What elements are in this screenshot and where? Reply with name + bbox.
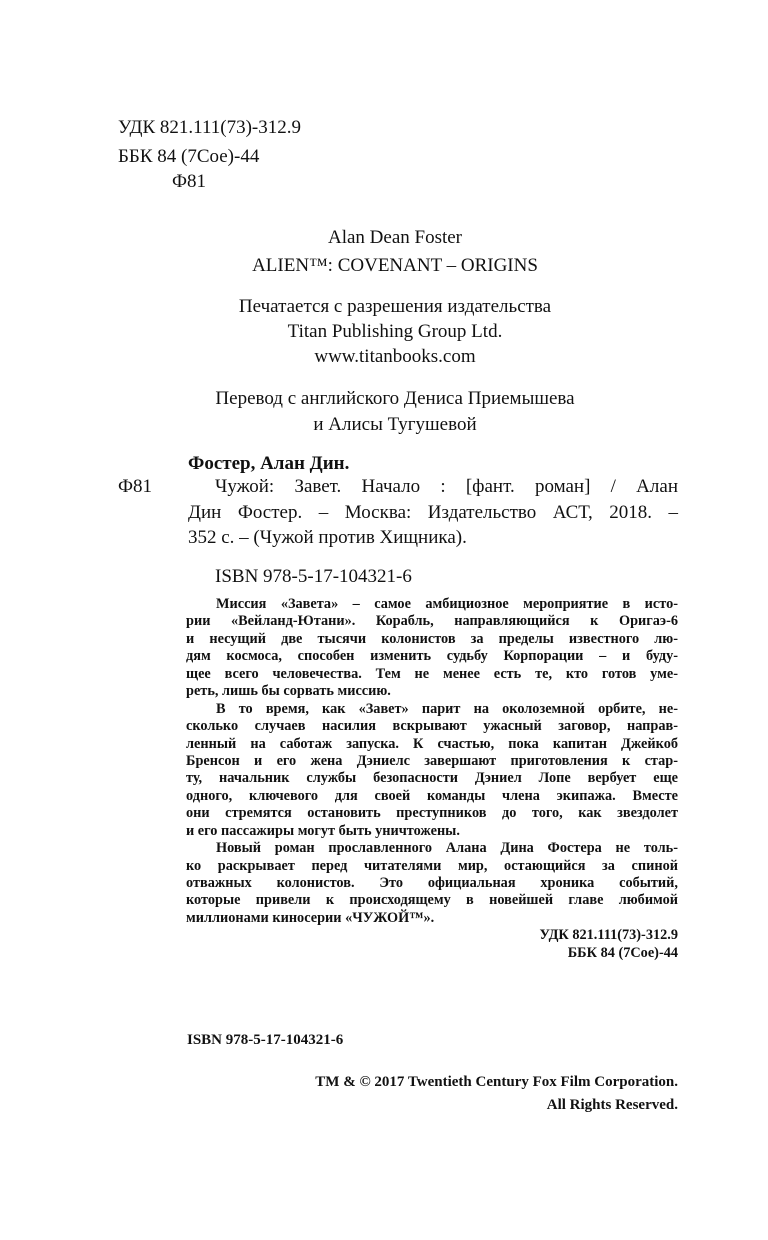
- abstract-line: отважных колонистов. Это официальная хроника событий,: [186, 875, 678, 891]
- abstract-line: щее всего человечества. Тем не менее есть те, кто готов уме-: [186, 665, 678, 682]
- abstract-line: которые привели к происходящему в новейшей главе любимой: [186, 892, 678, 909]
- udk-code: УДК 821.111(73)-312.9: [118, 117, 301, 138]
- abstract-line: ту, начальник службы безопасности Дэниел Лопе вербует еще: [186, 770, 678, 787]
- rights-reserved: All Rights Reserved.: [546, 1097, 678, 1113]
- original-author: Alan Dean Foster: [327, 227, 463, 248]
- abstract-line: одного, ключевого для своей команды члена экипажа. Вместе: [186, 787, 678, 804]
- record-line: Дин Фостер. – Москва: Издательство АСТ, 2018. –: [188, 502, 678, 523]
- original-title: ALIEN™: COVENANT – ORIGINS: [252, 255, 538, 276]
- record-isbn: ISBN 978-5-17-104321-6: [215, 566, 412, 587]
- record-heading: Фостер, Алан Дин.: [188, 453, 350, 474]
- publisher-name: Titan Publishing Group Ltd.: [287, 321, 503, 342]
- translation-line: Перевод с английского Дениса Приемышева: [215, 388, 575, 409]
- publisher-url: www.titanbooks.com: [314, 346, 476, 367]
- permission-line: Печатается с разрешения издательства: [238, 296, 552, 317]
- bbk-code: ББК 84 (7Сое)-44: [118, 146, 260, 167]
- record-line: 352 с. – (Чужой против Хищника).: [188, 527, 467, 548]
- abstract-line: и его пассажиры могут быть уничтожены.: [186, 822, 460, 839]
- abstract-bbk: ББК 84 (7Сое)-44: [567, 944, 678, 961]
- abstract-line: рии «Вейланд-Ютани». Корабль, направляющийся к Оригаэ-6: [186, 613, 678, 630]
- abstract-line: ленный на саботаж запуска. К счастью, пока капитан Джейкоб: [186, 735, 678, 752]
- abstract-line: Бренсон и его жена Дэниелс завершают приготовления к стар-: [186, 752, 678, 769]
- abstract-line: ко раскрывает перед читателями мир, остающийся за спиной: [186, 857, 678, 874]
- abstract-body: [186, 596, 678, 927]
- abstract-udk: УДК 821.111(73)-312.9: [539, 927, 678, 944]
- author-mark: Ф81: [172, 171, 207, 192]
- record-line: Чужой: Завет. Начало : [фант. роман] / Алан: [215, 476, 678, 497]
- abstract-line: В то время, как «Завет» парит на околоземной орбите, не-: [216, 700, 678, 717]
- isbn-bottom: ISBN 978-5-17-104321-6: [187, 1032, 344, 1048]
- abstract: [186, 596, 678, 962]
- copyright-line: TM & © 2017 Twentieth Century Fox Film Corporation.: [315, 1074, 678, 1090]
- translation-line-2: и Алисы Тугушевой: [313, 414, 477, 435]
- abstract-line: Миссия «Завета» – самое амбициозное мероприятие в исто-: [216, 596, 678, 612]
- abstract-line: Новый роман прославленного Алана Дина Фостера не толь-: [216, 840, 678, 857]
- abstract-line: и несущий две тысячи колонистов за пределы известного лю-: [186, 630, 678, 647]
- record-mark: Ф81: [118, 476, 153, 497]
- abstract-line: миллионами киносерии «ЧУЖОЙ™».: [186, 909, 435, 926]
- abstract-line: реть, лишь бы сорвать миссию.: [186, 683, 391, 700]
- abstract-line: дям космоса, способен изменить судьбу Корпорации – и буду-: [186, 648, 678, 665]
- abstract-line: они стремятся остановить преступников до того, как звездолет: [186, 805, 678, 822]
- abstract-line: сколько случаев насилия вскрывают ужасный заговор, направ-: [186, 718, 678, 735]
